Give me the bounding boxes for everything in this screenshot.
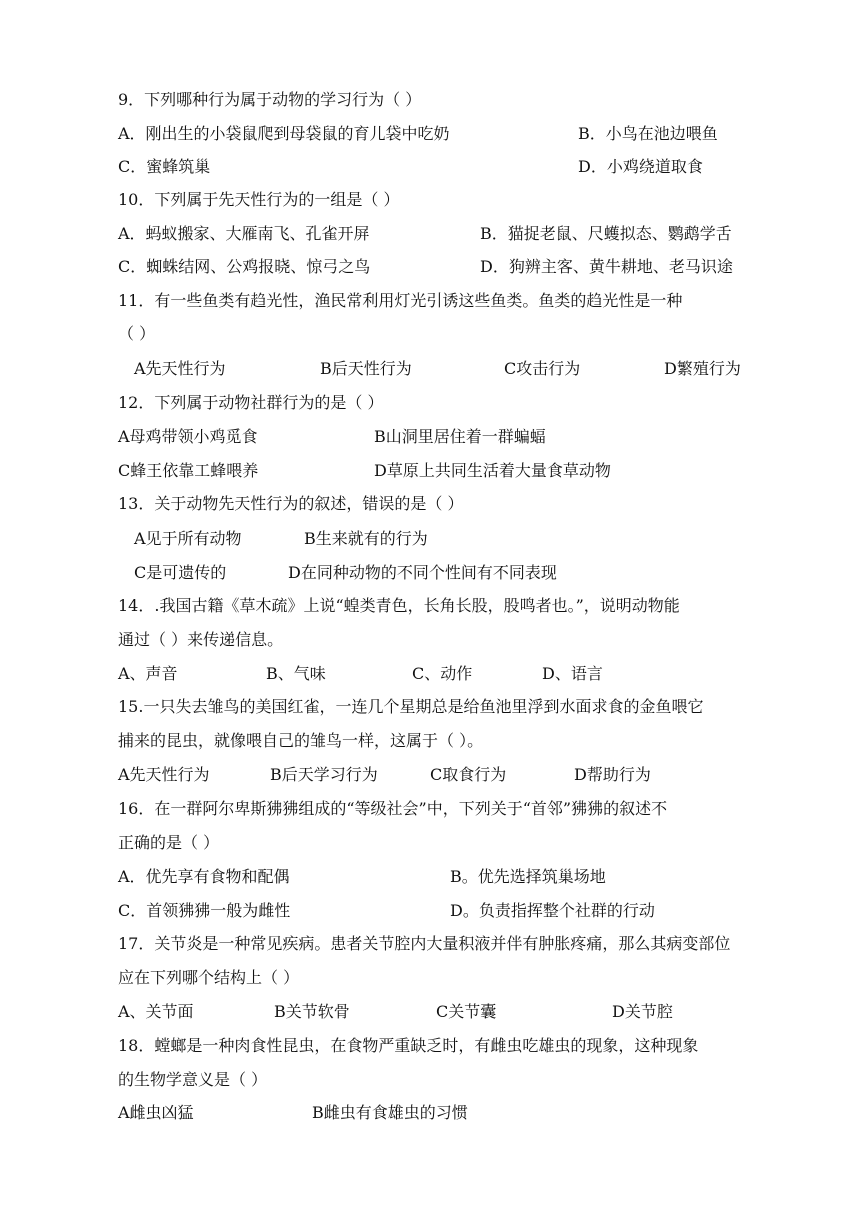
question-16-option-b: B。优先选择筑巢场地 bbox=[450, 867, 606, 886]
question-16-stem-line1: 16．在一群阿尔卑斯狒狒组成的“等级社会”中，下列关于“首邻”狒狒的叙述不 bbox=[118, 799, 668, 818]
question-11-stem-line2: （ ） bbox=[118, 324, 156, 343]
question-11-option-a: A先天性行为 bbox=[134, 359, 226, 378]
question-12-option-b: B山洞里居住着一群蝙蝠 bbox=[374, 427, 546, 446]
question-18-stem-line2: 的生物学意义是（ ） bbox=[118, 1070, 268, 1089]
question-10-option-b: B．猫捉老鼠、尺蠖拟态、鹦鹉学舌 bbox=[480, 224, 732, 243]
question-10-option-d: D．狗辨主客、黄牛耕地、老马识途 bbox=[480, 257, 733, 276]
question-11-option-b: B后天性行为 bbox=[320, 359, 412, 378]
question-15-option-b: B后天学习行为 bbox=[270, 765, 378, 784]
question-17-stem-line2: 应在下列哪个结构上（ ） bbox=[118, 968, 300, 987]
question-15-option-c: C取食行为 bbox=[430, 765, 507, 784]
question-9-option-a: A．刚出生的小袋鼠爬到母袋鼠的育儿袋中吃奶 bbox=[118, 124, 450, 143]
question-18-option-b: B雌虫有食雄虫的习惯 bbox=[312, 1103, 468, 1122]
question-16-stem-line2: 正确的是（ ） bbox=[118, 833, 220, 852]
question-9-stem: 9．下列哪种行为属于动物的学习行为（ ） bbox=[118, 90, 422, 109]
question-9-option-c: C．蜜蜂筑巢 bbox=[118, 157, 211, 176]
question-14-option-a: A、声音 bbox=[118, 664, 178, 683]
question-13-option-c: C是可遗传的 bbox=[134, 563, 227, 582]
question-11-stem-line1: 11．有一些鱼类有趋光性，渔民常利用灯光引诱这些鱼类。鱼类的趋光性是一种 bbox=[118, 291, 683, 310]
question-18-stem-line1: 18．螳螂是一种肉食性昆虫，在食物严重缺乏时，有雌虫吃雄虫的现象，这种现象 bbox=[118, 1036, 699, 1055]
question-17-option-d: D关节腔 bbox=[612, 1002, 673, 1021]
question-17-option-c: C关节囊 bbox=[436, 1002, 497, 1021]
question-18-option-a: A雌虫凶猛 bbox=[118, 1103, 194, 1122]
question-14-stem-line2: 通过（ ）来传递信息。 bbox=[118, 630, 284, 649]
question-13-stem: 13．关于动物先天性行为的叙述，错误的是（ ） bbox=[118, 494, 464, 513]
question-14-option-d: D、语言 bbox=[542, 664, 603, 683]
question-12-option-d: D草原上共同生活着大量食草动物 bbox=[374, 461, 611, 480]
question-16-option-d: D。负责指挥整个社群的行动 bbox=[450, 901, 655, 920]
question-15-stem-line2: 捕来的昆虫，就像喂自己的雏鸟一样，这属于（ ）。 bbox=[118, 731, 484, 750]
question-9-option-d: D．小鸡绕道取食 bbox=[578, 157, 703, 176]
question-13-option-b: B生来就有的行为 bbox=[304, 529, 428, 548]
question-14-option-c: C、动作 bbox=[412, 664, 473, 683]
question-9-option-b: B．小鸟在池边喂鱼 bbox=[578, 124, 718, 143]
question-15-option-d: D帮助行为 bbox=[574, 765, 651, 784]
question-11-option-d: D繁殖行为 bbox=[664, 359, 741, 378]
question-11-option-c: C攻击行为 bbox=[504, 359, 581, 378]
question-12-option-c: C蜂王依靠工蜂喂养 bbox=[118, 461, 259, 480]
question-14-stem-line1: 14．.我国古籍《草木疏》上说“蝗类青色，长角长股，股鸣者也。”，说明动物能 bbox=[118, 596, 680, 615]
question-14-option-b: B、气味 bbox=[266, 664, 326, 683]
question-10-stem: 10．下列属于先天性行为的一组是（ ） bbox=[118, 190, 400, 209]
question-16-option-a: A．优先享有食物和配偶 bbox=[118, 867, 290, 886]
question-13-option-d: D在同种动物的不同个性间有不同表现 bbox=[288, 563, 557, 582]
question-17-stem-line1: 17．关节炎是一种常见疾病。患者关节腔内大量积液并伴有肿胀疼痛，那么其病变部位 bbox=[118, 934, 731, 953]
question-10-option-a: A．蚂蚁搬家、大雁南飞、孔雀开屏 bbox=[118, 224, 370, 243]
question-12-option-a: A母鸡带领小鸡觅食 bbox=[118, 427, 258, 446]
question-12-stem: 12．下列属于动物社群行为的是（ ） bbox=[118, 393, 384, 412]
question-15-option-a: A先天性行为 bbox=[118, 765, 210, 784]
question-10-option-c: C．蜘蛛结网、公鸡报晓、惊弓之鸟 bbox=[118, 257, 371, 276]
question-17-option-b: B关节软骨 bbox=[274, 1002, 350, 1021]
question-15-stem-line1: 15.一只失去雏鸟的美国红雀，一连几个星期总是给鱼池里浮到水面求食的金鱼喂它 bbox=[118, 697, 704, 716]
question-17-option-a: A、关节面 bbox=[118, 1002, 194, 1021]
question-13-option-a: A见于所有动物 bbox=[134, 529, 242, 548]
question-16-option-c: C．首领狒狒一般为雌性 bbox=[118, 901, 291, 920]
